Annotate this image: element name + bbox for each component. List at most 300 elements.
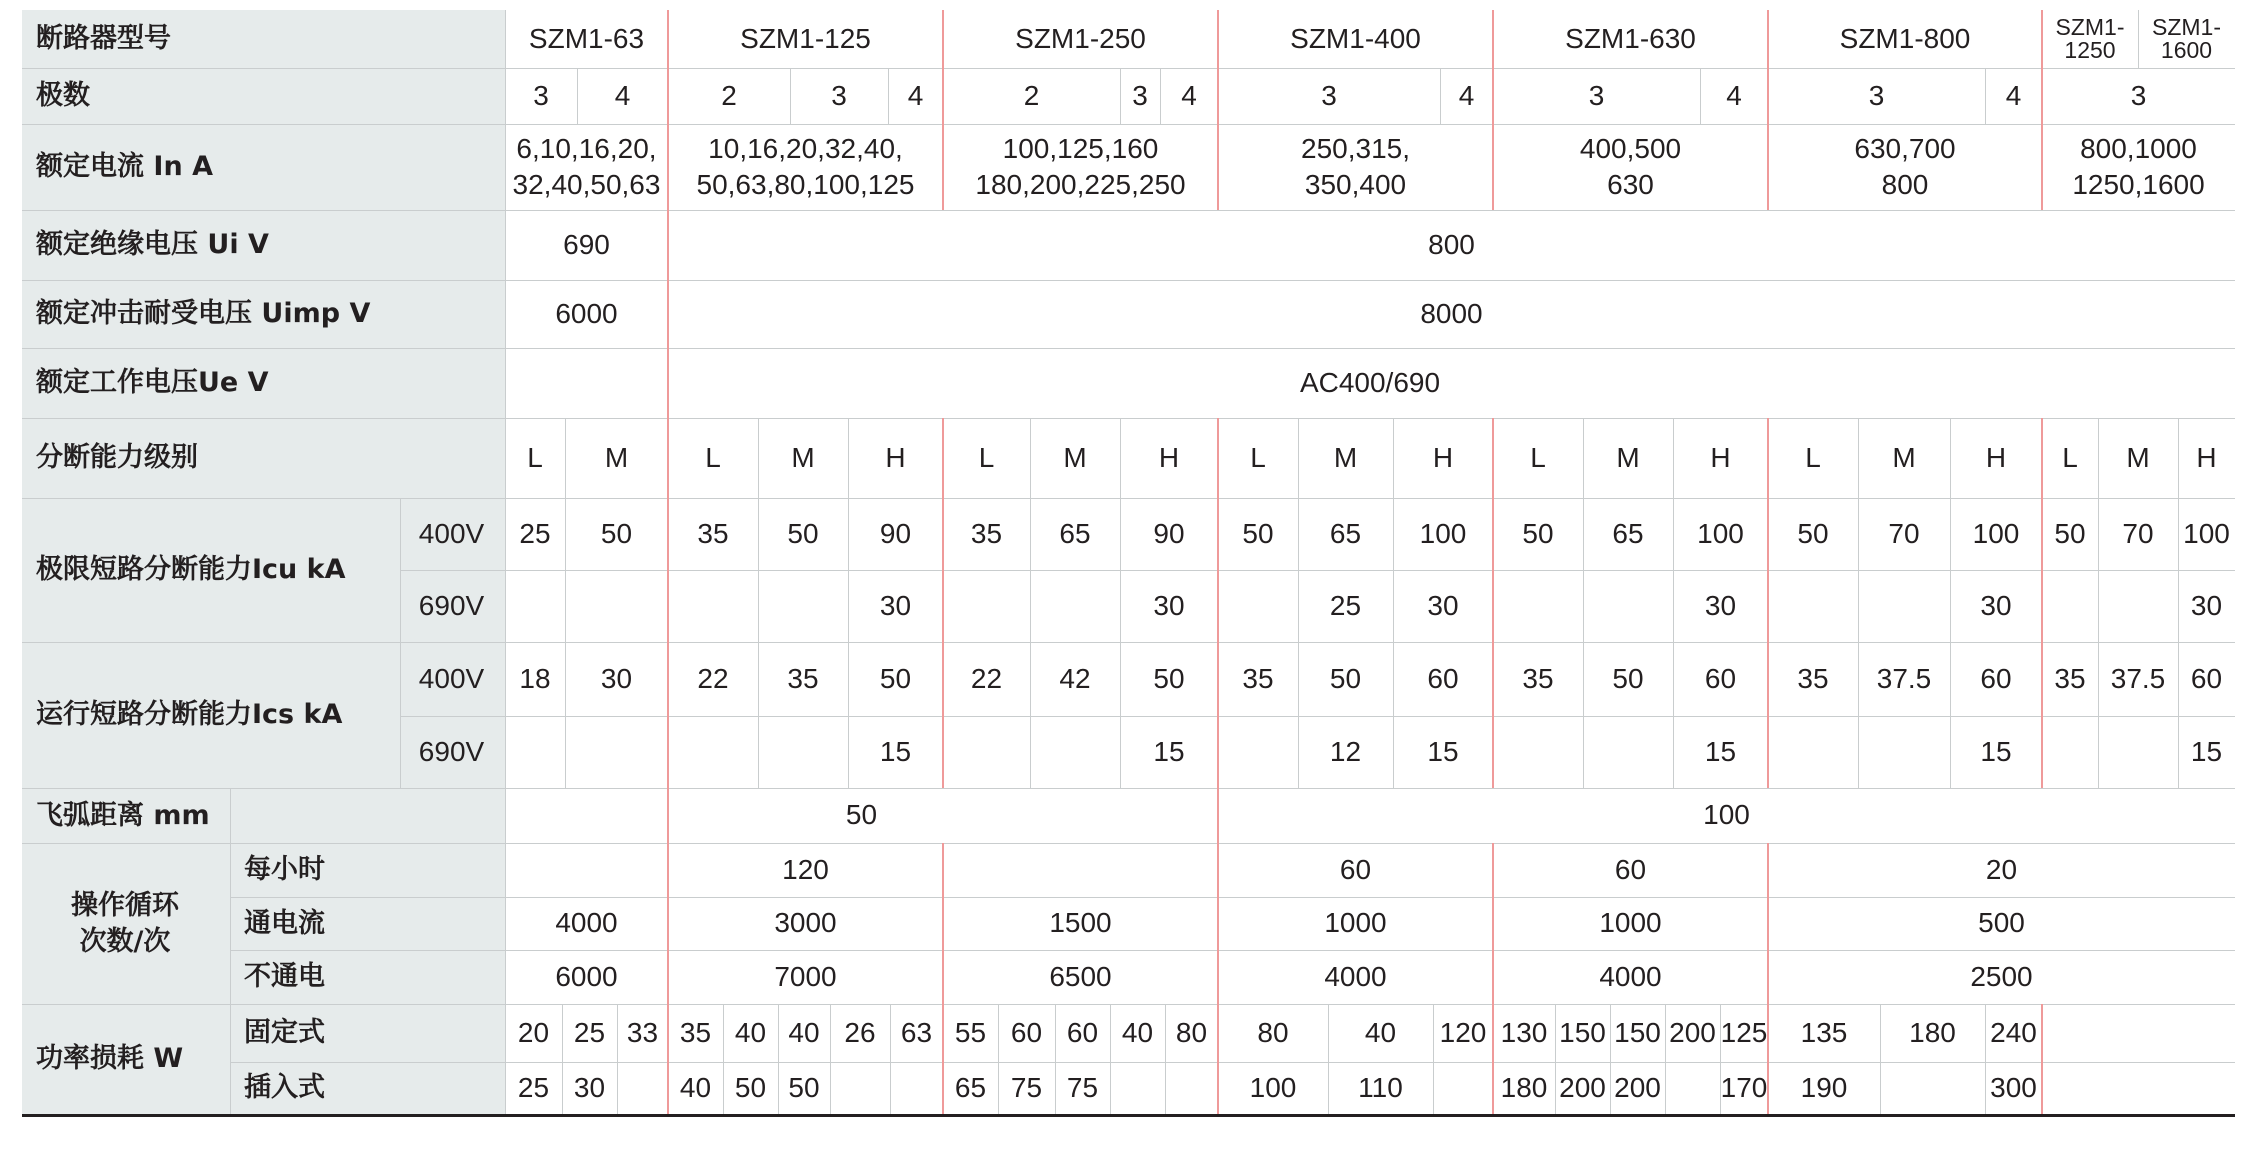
icu-400v-cell: 65 — [1059, 517, 1091, 549]
poles-cell: 4 — [1458, 79, 1475, 111]
cell-divider — [1433, 1004, 1434, 1114]
insulation-voltage-label: 额定绝缘电压 Ui V — [22, 210, 505, 280]
ics-690v-cell — [1768, 716, 1858, 788]
operation-cycles-cell: 7000 — [774, 960, 837, 992]
model-header-2: SZM1-250 — [1015, 22, 1146, 54]
breaking-level-cell: M — [791, 441, 815, 473]
icu-690v-cell: 30 — [1427, 589, 1459, 621]
operation-cycles-row-1-label: 通电流 — [230, 897, 505, 950]
row-rule — [22, 280, 2235, 281]
cell-divider — [1858, 418, 1859, 788]
operation-cycles-cell: 500 — [1978, 907, 2025, 939]
power-loss-cell: 50 — [734, 1071, 767, 1103]
power-loss-cell: 75 — [1010, 1071, 1043, 1103]
poles-label: 极数 — [22, 68, 505, 124]
arc-distance-cell: 50 — [845, 799, 878, 831]
row-rule — [22, 348, 2235, 349]
model-header-6: SZM1- 1250 — [2055, 14, 2125, 63]
ics-400v-cell: 60 — [1980, 662, 2012, 694]
poles-cell: 2 — [1023, 79, 1040, 111]
power-loss-cell — [2042, 1062, 2235, 1114]
cell-divider — [890, 1004, 891, 1114]
ics-690v-cell: 15 — [1704, 735, 1737, 767]
power-loss-cell: 190 — [1800, 1071, 1848, 1103]
power-loss-cell: 40 — [1121, 1016, 1154, 1048]
icu-690v-cell — [505, 570, 565, 642]
model-header-3: SZM1-400 — [1290, 22, 1421, 54]
cell-divider — [778, 1004, 779, 1114]
operation-cycles-cell: 120 — [782, 853, 829, 885]
icu-400v-label: 400V — [400, 498, 505, 570]
icu-400v-cell: 50 — [2054, 517, 2086, 549]
rated-current-cell: 6,10,16,20, 32,40,50,63 — [512, 132, 661, 200]
power-loss-cell: 200 — [1669, 1016, 1716, 1048]
power-loss-label: 功率损耗 W — [22, 1004, 230, 1114]
power-loss-cell — [1433, 1062, 1493, 1114]
model-header-5: SZM1-800 — [1839, 22, 1971, 54]
group-separator — [667, 10, 669, 1114]
ics-690v-cell — [943, 716, 1030, 788]
icu-690v-cell — [2042, 570, 2098, 642]
operation-cycles-cell: 2500 — [1970, 960, 2033, 992]
icu-label: 极限短路分断能力Icu kA — [22, 498, 400, 642]
cell-divider — [1030, 418, 1031, 788]
row-rule — [400, 716, 2235, 717]
icu-690v-cell: 30 — [1153, 589, 1185, 621]
cell-divider — [617, 1004, 618, 1114]
ics-400v-cell: 60 — [2190, 662, 2223, 694]
power-loss-cell: 50 — [788, 1071, 820, 1103]
cell-divider — [577, 68, 578, 124]
ics-400v-cell: 22 — [970, 662, 1003, 694]
icu-400v-cell: 25 — [519, 517, 551, 549]
breaking-level-cell: H — [885, 441, 906, 473]
power-loss-cell: 180 — [1909, 1016, 1956, 1048]
cell-divider — [1055, 1004, 1056, 1114]
ics-690v-cell — [1858, 716, 1950, 788]
power-loss-cell: 150 — [1559, 1016, 1606, 1048]
cell-divider — [2178, 418, 2179, 788]
power-loss-cell — [2042, 1004, 2235, 1062]
icu-400v-cell: 100 — [1419, 517, 1467, 549]
group-separator — [942, 418, 944, 788]
breaking-level-cell: L — [1805, 441, 1821, 473]
insulation-voltage-cell: 800 — [1428, 228, 1475, 260]
group-separator — [1767, 10, 1769, 210]
ics-690v-cell — [1218, 716, 1298, 788]
cell-divider — [1950, 418, 1951, 788]
ics-690v-cell — [758, 716, 848, 788]
breaking-level-cell: H — [2196, 441, 2217, 473]
icu-690v-cell — [1218, 570, 1298, 642]
power-loss-cell: 170 — [1720, 1071, 1768, 1103]
power-loss-cell: 135 — [1800, 1016, 1848, 1048]
cell-divider — [1583, 418, 1584, 788]
ics-690v-cell — [2042, 716, 2098, 788]
power-loss-cell — [617, 1062, 668, 1114]
power-loss-cell: 40 — [679, 1071, 712, 1103]
icu-690v-cell — [2098, 570, 2178, 642]
icu-400v-cell: 50 — [1522, 517, 1554, 549]
icu-690v-cell: 25 — [1329, 589, 1362, 621]
icu-690v-cell — [1583, 570, 1673, 642]
rated-current-label: 额定电流 In A — [22, 124, 505, 210]
icu-690v-cell — [943, 570, 1030, 642]
breaking-level-cell: L — [705, 441, 721, 473]
icu-690v-cell: 30 — [1980, 589, 2012, 621]
model-header-7: SZM1- 1600 — [2152, 14, 2221, 63]
power-loss-cell: 63 — [900, 1016, 933, 1048]
operation-cycles-cell: 60 — [1339, 853, 1372, 885]
ics-690v-cell: 12 — [1329, 735, 1362, 767]
group-separator — [1217, 418, 1219, 1114]
operation-cycles-label: 操作循环 次数/次 — [22, 843, 230, 1004]
cell-divider — [1665, 1004, 1666, 1114]
icu-690v-cell — [1493, 570, 1583, 642]
icu-690v-cell: 30 — [879, 589, 912, 621]
power-loss-cell: 300 — [1990, 1071, 2037, 1103]
poles-cell: 3 — [1132, 79, 1148, 111]
breaking-level-cell: M — [1892, 441, 1916, 473]
ics-690v-cell: 15 — [1427, 735, 1459, 767]
icu-400v-cell: 100 — [1697, 517, 1744, 549]
rated-current-cell: 250,315, 350,400 — [1301, 132, 1410, 200]
cell-divider — [2138, 10, 2139, 68]
group-separator — [1492, 843, 1494, 1114]
cell-divider — [1555, 1004, 1556, 1114]
operation-cycles-row-0-label: 每小时 — [230, 843, 505, 897]
icu-400v-cell: 50 — [787, 517, 819, 549]
model-header-4: SZM1-630 — [1565, 22, 1696, 54]
power-loss-cell: 40 — [1364, 1016, 1397, 1048]
cell-divider — [1110, 1004, 1111, 1114]
ics-690v-label: 690V — [400, 716, 505, 788]
cell-divider — [758, 418, 759, 788]
icu-400v-cell: 100 — [1972, 517, 2020, 549]
ics-690v-cell — [2098, 716, 2178, 788]
ics-690v-cell — [1583, 716, 1673, 788]
cell-divider — [1440, 68, 1441, 124]
icu-690v-cell: 30 — [1704, 589, 1737, 621]
operation-cycles-cell: 4000 — [555, 907, 618, 939]
icu-690v-cell — [1858, 570, 1950, 642]
icu-690v-cell — [668, 570, 758, 642]
ics-690v-cell: 15 — [879, 735, 912, 767]
poles-cell: 3 — [831, 79, 847, 111]
cell-divider — [848, 418, 849, 788]
cell-divider — [723, 1004, 724, 1114]
operation-cycles-cell: 20 — [1985, 853, 2018, 885]
icu-690v-cell — [565, 570, 668, 642]
arc-distance-label: 飞弧距离 mm — [22, 788, 230, 843]
power-loss-fixed-label: 固定式 — [230, 1004, 505, 1062]
power-loss-cell: 40 — [788, 1016, 820, 1048]
power-loss-cell: 55 — [954, 1016, 987, 1048]
operation-cycles-cell: 1500 — [1049, 907, 1112, 939]
ics-690v-cell: 15 — [1980, 735, 2012, 767]
rated-current-cell: 10,16,20,32,40, 50,63,80,100,125 — [696, 132, 915, 200]
power-loss-cell: 75 — [1066, 1071, 1099, 1103]
power-loss-cell: 200 — [1559, 1071, 1606, 1103]
breaking-level-cell: M — [604, 441, 629, 473]
working-voltage-label: 额定工作电压Ue V — [22, 348, 505, 418]
breaking-level-cell: L — [978, 441, 995, 473]
breaking-level-cell: L — [527, 441, 543, 473]
cell-divider — [998, 1004, 999, 1114]
operation-cycles-cell: 1000 — [1324, 907, 1387, 939]
operation-cycles-cell: 3000 — [774, 907, 837, 939]
group-separator — [942, 843, 944, 1114]
ics-690v-cell: 15 — [1153, 735, 1185, 767]
impulse-voltage-label: 额定冲击耐受电压 Uimp V — [22, 280, 505, 348]
icu-400v-cell: 50 — [1242, 517, 1274, 549]
ics-400v-cell: 50 — [1153, 662, 1185, 694]
cell-divider — [1985, 1004, 1986, 1114]
poles-cell: 3 — [2130, 79, 2147, 111]
operation-cycles-cell: 4000 — [1599, 960, 1662, 992]
breaking-level-label: 分断能力级别 — [22, 418, 505, 498]
group-separator — [2041, 10, 2043, 210]
group-separator — [2041, 418, 2043, 788]
icu-400v-cell: 50 — [600, 517, 633, 549]
rated-current-cell: 400,500 630 — [1579, 132, 1682, 200]
ics-400v-cell: 35 — [1797, 662, 1829, 694]
cell-divider — [1393, 418, 1394, 788]
group-separator — [1492, 10, 1494, 210]
cell-divider — [1160, 68, 1161, 124]
cell-divider — [1120, 68, 1121, 124]
icu-400v-cell: 50 — [1797, 517, 1829, 549]
row-rule — [22, 124, 2235, 125]
row-rule — [22, 788, 2235, 789]
poles-cell: 3 — [1588, 79, 1605, 111]
icu-400v-cell: 35 — [970, 517, 1003, 549]
breaking-level-cell: M — [1333, 441, 1358, 473]
power-loss-cell: 200 — [1614, 1071, 1661, 1103]
ics-400v-label: 400V — [400, 642, 505, 716]
ics-400v-cell: 37.5 — [1876, 662, 1932, 694]
operation-cycles-cell: 60 — [1614, 853, 1647, 885]
power-loss-cell: 125 — [1720, 1016, 1768, 1048]
cell-divider — [1720, 1004, 1721, 1114]
poles-cell: 4 — [614, 79, 631, 111]
cell-divider — [1985, 68, 1986, 124]
poles-cell: 4 — [1181, 79, 1197, 111]
breaking-level-cell: L — [1250, 441, 1266, 473]
icu-400v-cell: 100 — [2183, 517, 2230, 549]
row-rule — [22, 418, 2235, 419]
cell-divider — [830, 1004, 831, 1114]
ics-400v-cell: 35 — [787, 662, 819, 694]
power-loss-cell: 180 — [1500, 1071, 1548, 1103]
poles-cell: 4 — [907, 79, 924, 111]
ics-400v-cell: 35 — [1522, 662, 1554, 694]
group-separator — [1767, 418, 1769, 788]
power-loss-cell — [890, 1062, 943, 1114]
ics-400v-cell: 37.5 — [2110, 662, 2166, 694]
cell-divider — [230, 788, 231, 1114]
rated-current-cell: 100,125,160 180,200,225,250 — [975, 132, 1186, 200]
power-loss-plugin-label: 插入式 — [230, 1062, 505, 1114]
ics-400v-cell: 50 — [1612, 662, 1644, 694]
icu-690v-cell: 30 — [2190, 589, 2223, 621]
ics-400v-cell: 22 — [697, 662, 729, 694]
icu-690v-cell — [1768, 570, 1858, 642]
cell-divider — [2098, 418, 2099, 788]
icu-690v-label: 690V — [400, 570, 505, 642]
poles-cell: 3 — [1868, 79, 1885, 111]
group-separator — [1767, 843, 1769, 1114]
rated-current-cell: 630,700 800 — [1854, 132, 1956, 200]
icu-690v-cell — [1030, 570, 1120, 642]
operation-cycles-cell — [943, 843, 1218, 897]
cell-divider — [1673, 418, 1674, 788]
cell-divider — [400, 498, 401, 788]
power-loss-cell: 80 — [1257, 1016, 1289, 1048]
operation-cycles-row-2-label: 不通电 — [230, 950, 505, 1004]
ics-690v-cell — [505, 716, 565, 788]
breaking-level-cell: H — [1985, 441, 2007, 473]
poles-cell: 4 — [2005, 79, 2022, 111]
impulse-voltage-cell: 6000 — [555, 297, 618, 329]
power-loss-cell: 60 — [1010, 1016, 1043, 1048]
power-loss-cell: 25 — [573, 1016, 606, 1048]
cell-divider — [1700, 68, 1701, 124]
icu-400v-cell: 65 — [1329, 517, 1362, 549]
icu-400v-cell: 70 — [2122, 517, 2154, 549]
group-separator — [2041, 1004, 2043, 1114]
ics-400v-cell: 35 — [1242, 662, 1274, 694]
group-separator — [1217, 10, 1219, 210]
power-loss-cell — [1165, 1062, 1218, 1114]
table-bottom-rule — [22, 1114, 2235, 1117]
model-header-0: SZM1-63 — [528, 22, 645, 54]
breaking-level-cell: L — [1530, 441, 1546, 473]
power-loss-cell: 110 — [1358, 1071, 1403, 1103]
power-loss-cell — [1110, 1062, 1165, 1114]
cell-divider — [1120, 418, 1121, 788]
ics-400v-cell: 60 — [1427, 662, 1459, 694]
ics-690v-cell — [668, 716, 758, 788]
power-loss-cell: 240 — [1990, 1016, 2037, 1048]
power-loss-cell: 20 — [517, 1016, 550, 1048]
breaking-level-cell: M — [2126, 441, 2150, 473]
ics-400v-cell: 35 — [2054, 662, 2086, 694]
row-rule — [22, 642, 2235, 643]
power-loss-cell: 25 — [517, 1071, 550, 1103]
poles-cell: 3 — [533, 79, 549, 111]
power-loss-cell: 30 — [573, 1071, 606, 1103]
power-loss-cell: 26 — [844, 1016, 876, 1048]
power-loss-cell: 65 — [954, 1071, 987, 1103]
cell-divider — [1298, 418, 1299, 788]
poles-cell: 3 — [1321, 79, 1337, 111]
ics-400v-cell: 18 — [519, 662, 551, 694]
operation-cycles-cell: 6500 — [1049, 960, 1112, 992]
row-rule — [22, 210, 2235, 211]
ics-400v-cell: 30 — [600, 662, 633, 694]
working-voltage-cell: AC400/690 — [1299, 366, 1441, 398]
model-header-1: SZM1-125 — [740, 22, 871, 54]
power-loss-cell: 100 — [1249, 1071, 1297, 1103]
row-rule — [22, 498, 2235, 499]
cell-divider — [1880, 1004, 1881, 1114]
row-rule — [22, 1004, 2235, 1005]
cell-divider — [888, 68, 889, 124]
ics-690v-cell: 15 — [2190, 735, 2223, 767]
arc-distance-cell: 100 — [1703, 799, 1750, 831]
icu-690v-cell — [758, 570, 848, 642]
icu-400v-cell: 65 — [1612, 517, 1644, 549]
cell-divider — [565, 418, 566, 788]
breaking-level-cell: M — [1063, 441, 1087, 473]
row-rule — [22, 843, 2235, 844]
cell-divider — [1328, 1004, 1329, 1114]
icu-400v-cell: 90 — [1153, 517, 1185, 549]
power-loss-cell: 150 — [1614, 1016, 1661, 1048]
power-loss-cell — [830, 1062, 890, 1114]
ics-400v-cell: 50 — [1329, 662, 1362, 694]
icu-400v-cell: 70 — [1888, 517, 1920, 549]
ics-label: 运行短路分断能力Ics kA — [22, 642, 400, 788]
power-loss-cell: 40 — [734, 1016, 767, 1048]
row-rule — [230, 897, 2235, 898]
insulation-voltage-cell: 690 — [563, 228, 610, 260]
row-rule — [22, 68, 2235, 69]
group-separator — [1492, 418, 1494, 788]
power-loss-cell: 35 — [679, 1016, 712, 1048]
ics-400v-cell: 50 — [879, 662, 912, 694]
row-rule — [400, 570, 2235, 571]
power-loss-cell — [1665, 1062, 1720, 1114]
operation-cycles-cell — [505, 843, 668, 897]
power-loss-cell: 60 — [1066, 1016, 1099, 1048]
operation-cycles-cell: 6000 — [555, 960, 618, 992]
impulse-voltage-cell: 8000 — [1420, 297, 1483, 329]
cell-divider — [1165, 1004, 1166, 1114]
breaking-level-cell: H — [1432, 441, 1454, 473]
row-rule — [230, 1062, 2235, 1063]
ics-400v-cell: 42 — [1059, 662, 1091, 694]
ics-400v-cell: 60 — [1704, 662, 1737, 694]
power-loss-cell: 120 — [1439, 1016, 1487, 1048]
power-loss-cell: 130 — [1500, 1016, 1548, 1048]
poles-cell: 4 — [1726, 79, 1742, 111]
operation-cycles-cell: 4000 — [1324, 960, 1387, 992]
ics-690v-cell — [565, 716, 668, 788]
arc-distance-sublabel — [230, 788, 505, 843]
row-rule — [230, 950, 2235, 951]
icu-400v-cell: 90 — [879, 517, 912, 549]
breaking-level-cell: H — [1710, 441, 1731, 473]
operation-cycles-cell: 1000 — [1599, 907, 1662, 939]
cell-divider — [562, 1004, 563, 1114]
cell-divider — [1610, 1004, 1611, 1114]
icu-400v-cell: 35 — [697, 517, 729, 549]
breaking-level-cell: L — [2062, 441, 2078, 473]
power-loss-cell: 33 — [626, 1016, 659, 1048]
breaking-level-cell: M — [1616, 441, 1640, 473]
ics-690v-cell — [1493, 716, 1583, 788]
value-column-start — [505, 10, 506, 1114]
power-loss-cell: 80 — [1175, 1016, 1208, 1048]
breaking-level-cell: H — [1158, 441, 1180, 473]
group-separator — [942, 10, 944, 210]
header-label: 断路器型号 — [22, 10, 505, 68]
rated-current-cell: 800,1000 1250,1600 — [2072, 132, 2205, 200]
power-loss-cell — [1880, 1062, 1985, 1114]
poles-cell: 2 — [721, 79, 737, 111]
